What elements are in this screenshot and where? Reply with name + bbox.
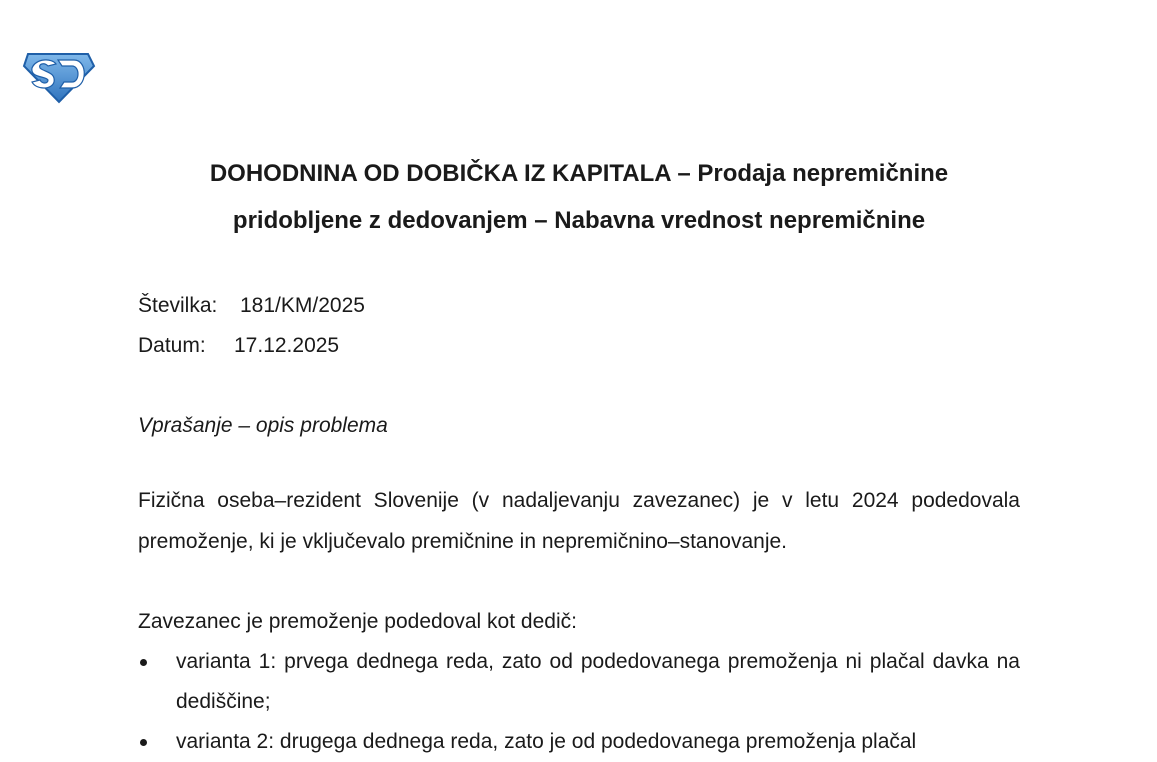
document-meta	[138, 286, 365, 366]
variant-list	[138, 642, 1020, 762]
list-item-text: varianta 1: prvega dednega reda, zato od podedovanega premoženja ni plačal davka na dediščine;	[176, 650, 1020, 713]
paragraph-1: Fizična oseba–rezident Slovenije (v nadaljevanju zavezanec) je v letu 2024 podedovala premoženje, ki je vključevalo premičnine in nepremičnino–stanovanje.	[138, 489, 1020, 553]
paragraph-2: Zavezanec je premoženje podedoval kot dedič:	[138, 610, 577, 633]
sd-logo-icon	[22, 48, 96, 104]
list-item	[138, 642, 1020, 722]
title-line-1: DOHODNINA OD DOBIČKA IZ KAPITALA – Prodaja nepremičnine	[209, 160, 949, 187]
number-value: 181/KM/2025	[240, 294, 365, 317]
title-line-2: pridobljene z dedovanjem – Nabavna vrednost nepremičnine	[232, 207, 926, 234]
bullet-icon	[140, 659, 147, 666]
date-row	[138, 326, 365, 366]
date-value: 17.12.2025	[234, 334, 340, 357]
list-item-text: varianta 2: drugega dednega reda, zato je od podedovanega premoženja plačal	[176, 730, 917, 753]
section-heading: Vprašanje – opis problema	[138, 414, 388, 437]
date-label: Datum:	[138, 334, 206, 357]
list-item	[138, 722, 1020, 762]
document-title	[138, 150, 1020, 244]
number-label: Številka:	[138, 294, 218, 317]
number-row	[138, 286, 365, 326]
